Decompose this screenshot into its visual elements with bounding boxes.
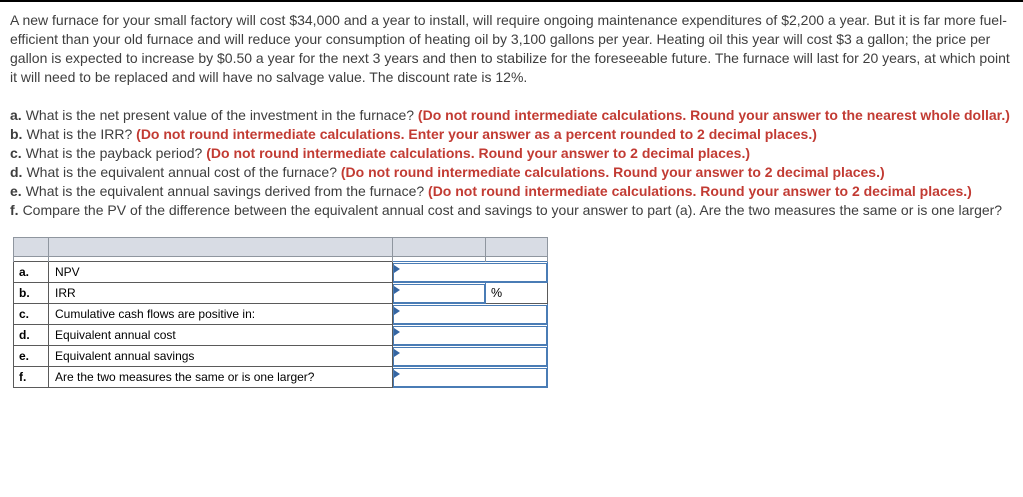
question-text: What is the equivalent annual savings derived from the furnace? <box>25 183 429 199</box>
table-row-d <box>14 325 548 346</box>
question-instruction: (Do not round intermediate calculations. Enter your answer as a percent rounded to 2 decimal places.) <box>136 126 817 142</box>
table-header-cell <box>14 238 49 257</box>
answer-marker-icon <box>394 349 400 357</box>
table-header-cell <box>393 238 486 257</box>
question-text: Compare the PV of the difference between the equivalent annual cost and savings to your answer to part (a). Are the two measures the same or is one larger? <box>22 202 1003 218</box>
question-e <box>10 182 1012 201</box>
answer-input-box <box>393 368 547 387</box>
row-label: Equivalent annual cost <box>49 325 393 346</box>
answer-input-box <box>393 305 547 324</box>
answer-marker-icon <box>394 265 400 273</box>
question-letter: f. <box>10 202 19 218</box>
answer-marker-icon <box>394 328 400 336</box>
answer-input-b[interactable] <box>394 285 484 302</box>
answer-input-d[interactable] <box>394 327 546 344</box>
question-instruction: (Do not round intermediate calculations. Round your answer to 2 decimal places.) <box>340 164 885 180</box>
row-letter: d. <box>14 325 49 346</box>
question-instruction: (Do not round intermediate calculations. Round your answer to 2 decimal places.) <box>206 145 750 161</box>
table-row-c <box>14 304 548 325</box>
table-row-f <box>14 367 548 388</box>
row-label: Equivalent annual savings <box>49 346 393 367</box>
row-label: IRR <box>49 283 393 304</box>
answer-cell <box>393 262 548 283</box>
question-d <box>10 163 1012 182</box>
row-letter: c. <box>14 304 49 325</box>
question-c <box>10 144 1012 163</box>
question-text: What is the IRR? <box>26 126 137 142</box>
question-letter: a. <box>10 107 22 123</box>
table-header-cell <box>49 238 393 257</box>
row-label: NPV <box>49 262 393 283</box>
questions-list <box>10 106 1012 220</box>
answer-marker-icon <box>394 286 400 294</box>
row-label: Are the two measures the same or is one larger? <box>49 367 393 388</box>
answer-input-box <box>393 347 547 366</box>
answer-cell <box>393 304 548 325</box>
question-letter: d. <box>10 164 23 180</box>
answer-input-f[interactable] <box>394 369 546 386</box>
table-header-row <box>14 238 548 257</box>
answer-cell <box>393 346 548 367</box>
problem-page <box>0 2 1016 408</box>
question-instruction: (Do not round intermediate calculations. Round your answer to 2 decimal places.) <box>428 183 972 199</box>
row-letter: b. <box>14 283 49 304</box>
question-text: What is the equivalent annual cost of the furnace? <box>26 164 341 180</box>
answer-marker-icon <box>394 307 400 315</box>
table-row-a <box>14 262 548 283</box>
answer-cell <box>393 283 486 304</box>
answer-input-box <box>393 263 547 282</box>
answer-table <box>13 237 548 388</box>
table-header-cell <box>486 238 548 257</box>
row-letter: e. <box>14 346 49 367</box>
answer-input-e[interactable] <box>394 348 546 365</box>
answer-input-a[interactable] <box>394 264 546 281</box>
question-letter: c. <box>10 145 22 161</box>
row-letter: f. <box>14 367 49 388</box>
row-label: Cumulative cash flows are positive in: <box>49 304 393 325</box>
row-letter: a. <box>14 262 49 283</box>
question-text: What is the net present value of the investment in the furnace? <box>25 107 418 123</box>
answer-input-box <box>393 284 485 303</box>
percent-suffix: % <box>486 283 548 304</box>
question-letter: e. <box>10 183 22 199</box>
problem-statement: A new furnace for your small factory will cost $34,000 and a year to install, will require ongoing maintenance expenditures of $2,200 a year. But it is far more fuel-efficient than your old furnace and will reduce your consumption of heating oil by 3,100 gallons per year. Heating oil this year will cost $3 a gallon; the price per gallon is expected to increase by $0.50 a year for the next 3 years and then to stabilize for the foreseeable future. The furnace will last for 20 years, at which point it will need to be replaced and will have no salvage value. The discount rate is 12%. <box>10 12 1010 85</box>
question-f <box>10 201 1012 220</box>
answer-cell <box>393 325 548 346</box>
question-letter: b. <box>10 126 23 142</box>
answer-input-c[interactable] <box>394 306 546 323</box>
question-instruction: (Do not round intermediate calculations. Round your answer to the nearest whole dollar.) <box>417 107 1010 123</box>
answer-marker-icon <box>394 370 400 378</box>
answer-input-box <box>393 326 547 345</box>
answer-cell <box>393 367 548 388</box>
question-text: What is the payback period? <box>25 145 207 161</box>
table-row-b <box>14 283 548 304</box>
question-b <box>10 125 1012 144</box>
table-row-e <box>14 346 548 367</box>
question-a <box>10 106 1012 125</box>
